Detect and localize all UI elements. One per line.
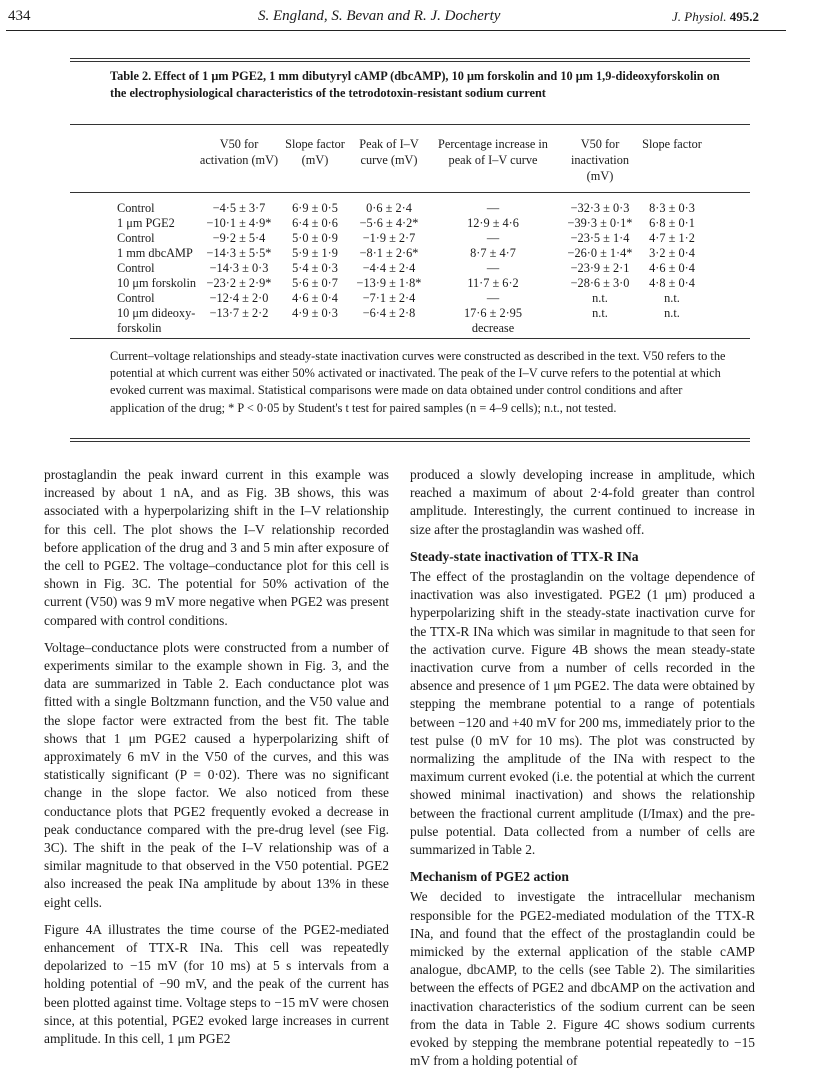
paragraph: Voltage–conductance plots were constructed from a number of experiments similar to the example shown in Fig. 3, and the data are summarized in Table 2. Each conductance plot was fitted with a single Boltzmann function, and the V50 value and the slope factor were extracted from the best fit. The table shows that 1 μm PGE2 caused a hyperpolarizing shift of approximately 6 mV in the V50 of the curves, and this was statistically significant (P = 0·02). There was no significant change in the slope factor. We also noticed from these conductance plots that PGE2 frequently evoked a decrease in peak conductance compared with the pre-drug level (see Fig. 3C). The shift in the peak of the I–V relationship was of a similar magnitude to that observed in the V50 potential. PGE2 also increased the peak INa amplitude by about 13% in these eight cells.	[44, 639, 389, 910]
column-header-peak-iv: Peak of I–V curve (mV)	[359, 137, 419, 167]
column-header-v50-activation: V50 for activation (mV)	[199, 137, 279, 167]
table-cell: 0·6 ± 2·4	[366, 201, 412, 215]
row-label: Control	[117, 201, 155, 215]
table-cell: 8·7 ± 4·7	[470, 246, 516, 260]
row-label: Control	[117, 261, 155, 275]
table-top-rule-double	[70, 61, 750, 62]
table-end-rule-double	[70, 441, 750, 442]
table-cell: 5·4 ± 0·3	[292, 261, 338, 275]
column-header-percentage-increase: Percentage increase in peak of I–V curve	[438, 137, 548, 167]
page-number: 434	[8, 8, 31, 24]
right-column	[410, 466, 755, 1080]
table-cell: n.t.	[664, 291, 680, 305]
table-cell: −8·1 ± 2·6*	[359, 246, 419, 260]
table-cell: −9·2 ± 5·4	[212, 231, 266, 245]
table-cell: decrease	[471, 321, 515, 335]
row-label: 10 μm forskolin	[117, 276, 197, 290]
table-cell: −14·3 ± 0·3	[209, 261, 269, 275]
table-cell: 6·4 ± 0·6	[292, 216, 338, 230]
table-cell: 17·6 ± 2·95	[464, 306, 522, 320]
table-cell: −4·4 ± 2·4	[362, 261, 416, 275]
paragraph: Figure 4A illustrates the time course of the PGE2-mediated enhancement of TTX-R INa. This cell was repeatedly depolarized to −15 mV (for 10 ms) at 5 s intervals from a holding potential of −90 mV, and the peak of the current has been plotted against time. Voltage steps to −15 mV were chosen since, at this potential, PGE2 evoked large increases in current amplitude. In this cell, 1 μm PGE2	[44, 921, 389, 1047]
table-cell: 12·9 ± 4·6	[467, 216, 519, 230]
section-heading: Mechanism of PGE2 action	[410, 869, 569, 885]
table-cell: −14·3 ± 5·5*	[206, 246, 272, 260]
table-cell: −28·6 ± 3·0	[570, 276, 630, 290]
row-label: Control	[117, 291, 155, 305]
table-cell: n.t.	[664, 306, 680, 320]
table-cell: —	[486, 201, 500, 215]
row-label: 10 μm dideoxy-	[117, 306, 196, 320]
table-caption: Table 2. Effect of 1 μm PGE2, 1 mm dibutyryl cAMP (dbcAMP), 10 μm forskolin and 10 μm 1,9-dideoxyforskolin on the electrophysiological characteristics of the tetrodotoxin-resistant sodium current	[110, 69, 720, 100]
table-cell: 6·8 ± 0·1	[649, 216, 695, 230]
table-cell: 4·6 ± 0·4	[292, 291, 338, 305]
journal-name: J. Physiol.	[672, 9, 727, 24]
column-header-slope-factor-2: Slope factor	[642, 137, 702, 151]
table-cell: −26·0 ± 1·4*	[567, 246, 633, 260]
journal-citation	[672, 9, 759, 25]
table-cell: 4·8 ± 0·4	[649, 276, 695, 290]
table-end-rule	[70, 438, 750, 439]
left-column	[44, 466, 389, 1057]
table-cell: −23·9 ± 2·1	[570, 261, 630, 275]
paragraph: The effect of the prostaglandin on the voltage dependence of inactivation was also investigated. PGE2 (1 μm) produced a hyperpolarizing shift in the steady-state inactivation curve for the TTX-R INa which was similar in magnitude to that seen for the activation curve. Figure 4B shows the mean steady-state inactivation curve from a number of cells recorded in the absence and presence of 1 μm PGE2. The data were obtained by stepping the membrane potential to a range of potentials between −120 and +40 mV for 200 ms, immediately prior to the test pulse (0 mV for 10 ms). The plot was constructed by normalizing the amplitude of the INa with respect to the maximum current evoked (i.e. the potential at which the current showed minimal inactivation) and shows the relationship between the fractional current amplitude (I/Imax) and the pre-pulse potential. Data collected from a number of cells are summarized in Table 2.	[410, 569, 755, 858]
row-label: forskolin	[117, 321, 162, 335]
row-label: 1 μm PGE2	[117, 216, 175, 230]
table-cell: −13·9 ± 1·8*	[356, 276, 422, 290]
table-cell: −10·1 ± 4·9*	[206, 216, 272, 230]
table-cell: —	[486, 261, 500, 275]
table-cell: 11·7 ± 6·2	[467, 276, 519, 290]
table-cell: 5·6 ± 0·7	[292, 276, 338, 290]
table-cell: 5·9 ± 1·9	[292, 246, 338, 260]
table-cell: −5·6 ± 4·2*	[359, 216, 419, 230]
table-cell: −4·5 ± 3·7	[212, 201, 266, 215]
section-heading: Steady-state inactivation of TTX-R INa	[410, 548, 639, 564]
row-label: Control	[117, 231, 155, 245]
row-label: 1 mm dbcAMP	[117, 246, 193, 260]
table-cell: 5·0 ± 0·9	[292, 231, 338, 245]
table-cell: −6·4 ± 2·8	[362, 306, 416, 320]
table-cell: n.t.	[592, 291, 608, 305]
table-cell: −7·1 ± 2·4	[362, 291, 416, 305]
table-cell: 8·3 ± 0·3	[649, 201, 695, 215]
running-authors: S. England, S. Bevan and R. J. Docherty	[258, 8, 501, 24]
journal-volume: 495.2	[729, 9, 760, 24]
paragraph: We decided to investigate the intracellular mechanism responsible for the PGE2-mediated modulation of the TTX-R INa, and found that the effect of the prostaglandin could be mimicked by the external application of the stable cAMP analogue, dbcAMP, to the cells (see Table 2). The similarities between the effects of PGE2 and dbcAMP on the activation and inactivation characteristics of the sodium current can be seen from the data in Table 2. Figure 4C shows sodium currents evoked by stepping the membrane potential repeatedly to −15 mV from a holding potential of	[410, 889, 755, 1069]
table-cell: −23·2 ± 2·9*	[206, 276, 272, 290]
table-cell: 6·9 ± 0·5	[292, 201, 338, 215]
table-top-rule	[70, 58, 750, 59]
table-cell: n.t.	[592, 306, 608, 320]
table-cell: 4·9 ± 0·3	[292, 306, 338, 320]
table-cell: 3·2 ± 0·4	[649, 246, 695, 260]
table-cell: −13·7 ± 2·2	[209, 306, 269, 320]
table-2	[70, 58, 750, 443]
table-cell: —	[486, 291, 500, 305]
column-header-slope-factor: Slope factor (mV)	[285, 137, 345, 167]
table-cell: −12·4 ± 2·0	[209, 291, 269, 305]
table-cell: 4·6 ± 0·4	[649, 261, 695, 275]
table-cell: −32·3 ± 0·3	[570, 201, 630, 215]
header-rule	[6, 30, 786, 31]
table-caption-rule	[70, 124, 750, 125]
table-bottom-rule	[70, 338, 750, 339]
paragraph: produced a slowly developing increase in amplitude, which reached a maximum of about 2·4-fold greater than control amplitude. Interestingly, the current continued to increase in size after the prostaglandin was washed off.	[410, 467, 755, 537]
table-cell: −23·5 ± 1·4	[570, 231, 630, 245]
table-cell: —	[486, 231, 500, 245]
column-header-v50-inactivation: V50 for inactivation (mV)	[570, 137, 630, 183]
table-cell: 4·7 ± 1·2	[649, 231, 695, 245]
table-footnote: Current–voltage relationships and steady-state inactivation curves were constructed as described in the text. V50 refers to the potential at which current was either 50% activated or inactivated. The peak of the I–V curve refers to the potential at which evoked current was maximal. Statistical comparisons were made on data obtained under control conditions and after application of the drug; * P < 0·05 by Student's t test for paired samples (n = 4–9 cells); n.t., not tested.	[110, 349, 726, 415]
table-cell: −39·3 ± 0·1*	[567, 216, 633, 230]
table-cell: −1·9 ± 2·7	[362, 231, 416, 245]
paragraph: prostaglandin the peak inward current in this example was increased by about 1 nA, and as Fig. 3B shows, this was associated with a hyperpolarizing shift in the I–V relationship for this cell. The plot shows the I–V relationship recorded before application of the drug and 3 and 5 min after exposure of the cell to PGE2. The voltage–conductance plot for this cell is shown in Fig. 3C. The potential for 50% activation of the current (V50) was 9 mV more negative when PGE2 was present compared with control conditions.	[44, 467, 389, 628]
table-header-rule	[70, 192, 750, 193]
